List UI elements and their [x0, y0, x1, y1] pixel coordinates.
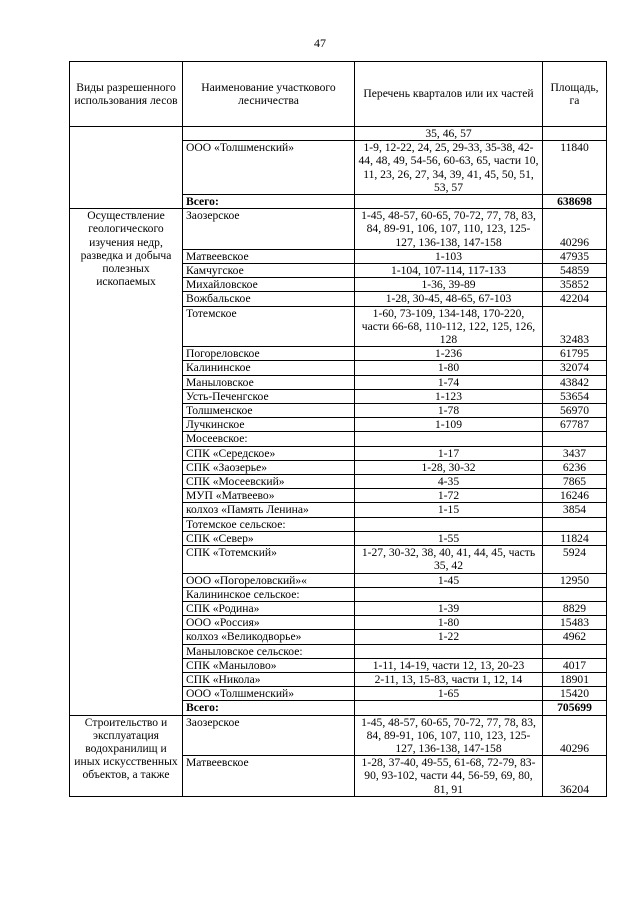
forestry-name-cell: колхоз «Память Ленина»: [183, 503, 355, 517]
quarters-cell: 1-123: [355, 389, 543, 403]
forestry-name-cell: Усть-Печенгское: [183, 389, 355, 403]
table-row: [70, 209, 607, 250]
forestry-name-cell: Матвеевское: [183, 756, 355, 797]
quarters-cell: 1-109: [355, 418, 543, 432]
forestry-name-cell: СПК «Мосеевский»: [183, 475, 355, 489]
area-cell: 42204: [543, 292, 607, 306]
area-cell: 3854: [543, 503, 607, 517]
area-cell: 54859: [543, 264, 607, 278]
quarters-cell: 1-80: [355, 361, 543, 375]
area-cell: 40296: [543, 209, 607, 250]
quarters-cell: 2-11, 13, 15-83, части 1, 12, 14: [355, 672, 543, 686]
quarters-cell: 1-103: [355, 249, 543, 263]
area-cell: 11840: [543, 141, 607, 195]
area-cell: [543, 587, 607, 601]
quarters-cell: 1-28, 30-32: [355, 460, 543, 474]
area-cell: 3437: [543, 446, 607, 460]
quarters-cell: 1-22: [355, 630, 543, 644]
area-cell: 6236: [543, 460, 607, 474]
header-quarters-list: Перечень кварталов или их частей: [355, 62, 543, 127]
area-cell: 18901: [543, 672, 607, 686]
forestry-name-cell: МУП «Матвеево»: [183, 489, 355, 503]
area-cell: [543, 644, 607, 658]
forestry-name-cell: СПК «Середское»: [183, 446, 355, 460]
total-label: Всего:: [183, 195, 355, 209]
area-cell: 16246: [543, 489, 607, 503]
area-cell: 56970: [543, 404, 607, 418]
total-area: 638698: [543, 195, 607, 209]
usage-type-cell: Осуществление геологического изучения недр, разведка и добыча полезных ископаемых: [70, 209, 183, 715]
quarters-cell: 1-236: [355, 347, 543, 361]
quarters-cell: 1-65: [355, 687, 543, 701]
quarters-cell: [355, 432, 543, 446]
total-label: Всего:: [183, 701, 355, 715]
quarters-cell: 1-15: [355, 503, 543, 517]
forestry-name-cell: Тотемское сельское:: [183, 517, 355, 531]
area-cell: 36204: [543, 756, 607, 797]
area-cell: 35852: [543, 278, 607, 292]
area-cell: 40296: [543, 715, 607, 756]
quarters-cell: 1-39: [355, 601, 543, 615]
forestry-name-cell: СПК «Заозерье»: [183, 460, 355, 474]
forestry-name-cell: Камчугское: [183, 264, 355, 278]
page-number: 47: [314, 36, 326, 50]
area-cell: 12950: [543, 573, 607, 587]
forestry-name-cell: ООО «Толшменский»: [183, 141, 355, 195]
quarters-cell: [355, 587, 543, 601]
forestry-name-cell: Погореловское: [183, 347, 355, 361]
total-empty-cell: [355, 195, 543, 209]
area-cell: 7865: [543, 475, 607, 489]
forestry-name-cell: СПК «Манылово»: [183, 658, 355, 672]
quarters-cell: 1-74: [355, 375, 543, 389]
quarters-cell: 1-28, 37-40, 49-55, 61-68, 72-79, 83-90, 93-102, части 44, 56-59, 69, 80, 81, 91: [355, 756, 543, 797]
forestry-name-cell: Маныловское сельское:: [183, 644, 355, 658]
quarters-cell: 1-45, 48-57, 60-65, 70-72, 77, 78, 83, 84, 89-91, 106, 107, 110, 123, 125-127, 136-138, 147-158: [355, 209, 543, 250]
quarters-cell: 35, 46, 57: [355, 127, 543, 141]
forestry-name-cell: ООО «Погореловский»«: [183, 573, 355, 587]
forest-use-table: [69, 61, 607, 797]
quarters-cell: 1-17: [355, 446, 543, 460]
forestry-name-cell: СПК «Тотемский»: [183, 546, 355, 573]
forestry-name-cell: колхоз «Великодворье»: [183, 630, 355, 644]
quarters-cell: 1-80: [355, 616, 543, 630]
area-cell: 4017: [543, 658, 607, 672]
forestry-name-cell: СПК «Север»: [183, 531, 355, 545]
quarters-cell: 1-72: [355, 489, 543, 503]
header-usage-type: Виды разрешенного использования лесов: [70, 62, 183, 127]
forestry-name-cell: Калининское сельское:: [183, 587, 355, 601]
quarters-cell: 1-9, 12-22, 24, 25, 29-33, 35-38, 42-44, 48, 49, 54-56, 60-63, 65, части 10, 11, 23, 26, 27, 34, 39, 41, 45, 50, 51, 53, 57: [355, 141, 543, 195]
quarters-cell: 1-45: [355, 573, 543, 587]
area-cell: 11824: [543, 531, 607, 545]
quarters-cell: [355, 644, 543, 658]
header-area: Площадь, га: [543, 62, 607, 127]
area-cell: 15420: [543, 687, 607, 701]
area-cell: 32483: [543, 306, 607, 347]
quarters-cell: 1-55: [355, 531, 543, 545]
usage-type-cell: [70, 127, 183, 209]
forestry-name-cell: Лучкинское: [183, 418, 355, 432]
usage-type-cell: Строительство и эксплуатация водохранилищ и иных искусственных объектов, а также: [70, 715, 183, 796]
forestry-name-cell: СПК «Никола»: [183, 672, 355, 686]
area-cell: 8829: [543, 601, 607, 615]
table-body: [70, 127, 607, 797]
quarters-cell: 1-60, 73-109, 134-148, 170-220, части 66-68, 110-112, 122, 125, 126, 128: [355, 306, 543, 347]
quarters-cell: 4-35: [355, 475, 543, 489]
area-cell: 15483: [543, 616, 607, 630]
total-empty-cell: [355, 701, 543, 715]
forestry-name-cell: Маныловское: [183, 375, 355, 389]
quarters-cell: 1-45, 48-57, 60-65, 70-72, 77, 78, 83, 84, 89-91, 106, 107, 110, 123, 125-127, 136-138, 147-158: [355, 715, 543, 756]
total-area: 705699: [543, 701, 607, 715]
area-cell: [543, 432, 607, 446]
forestry-name-cell: Тотемское: [183, 306, 355, 347]
area-cell: 5924: [543, 546, 607, 573]
forestry-name-cell: Заозерское: [183, 209, 355, 250]
table-header-row: [70, 62, 607, 127]
quarters-cell: 1-28, 30-45, 48-65, 67-103: [355, 292, 543, 306]
quarters-cell: 1-104, 107-114, 117-133: [355, 264, 543, 278]
forestry-name-cell: Вожбальское: [183, 292, 355, 306]
table-row: [70, 715, 607, 756]
carry-row: [70, 127, 607, 141]
area-cell: [543, 517, 607, 531]
area-cell: [543, 127, 607, 141]
area-cell: 32074: [543, 361, 607, 375]
forestry-name-cell: Толшменское: [183, 404, 355, 418]
quarters-cell: 1-36, 39-89: [355, 278, 543, 292]
quarters-cell: 1-27, 30-32, 38, 40, 41, 44, 45, часть 35, 42: [355, 546, 543, 573]
forestry-name-cell: Мосеевское:: [183, 432, 355, 446]
forestry-name-cell: ООО «Россия»: [183, 616, 355, 630]
forestry-name-cell: ООО «Толшменский»: [183, 687, 355, 701]
area-cell: 67787: [543, 418, 607, 432]
area-cell: 61795: [543, 347, 607, 361]
forestry-name-cell: [183, 127, 355, 141]
area-cell: 4962: [543, 630, 607, 644]
forestry-name-cell: СПК «Родина»: [183, 601, 355, 615]
forestry-name-cell: Матвеевское: [183, 249, 355, 263]
quarters-cell: 1-11, 14-19, части 12, 13, 20-23: [355, 658, 543, 672]
quarters-cell: [355, 517, 543, 531]
area-cell: 53654: [543, 389, 607, 403]
header-forestry-name: Наименование участкового лесничества: [183, 62, 355, 127]
quarters-cell: 1-78: [355, 404, 543, 418]
area-cell: 47935: [543, 249, 607, 263]
forestry-name-cell: Михайловское: [183, 278, 355, 292]
forestry-name-cell: Калининское: [183, 361, 355, 375]
area-cell: 43842: [543, 375, 607, 389]
forestry-name-cell: Заозерское: [183, 715, 355, 756]
